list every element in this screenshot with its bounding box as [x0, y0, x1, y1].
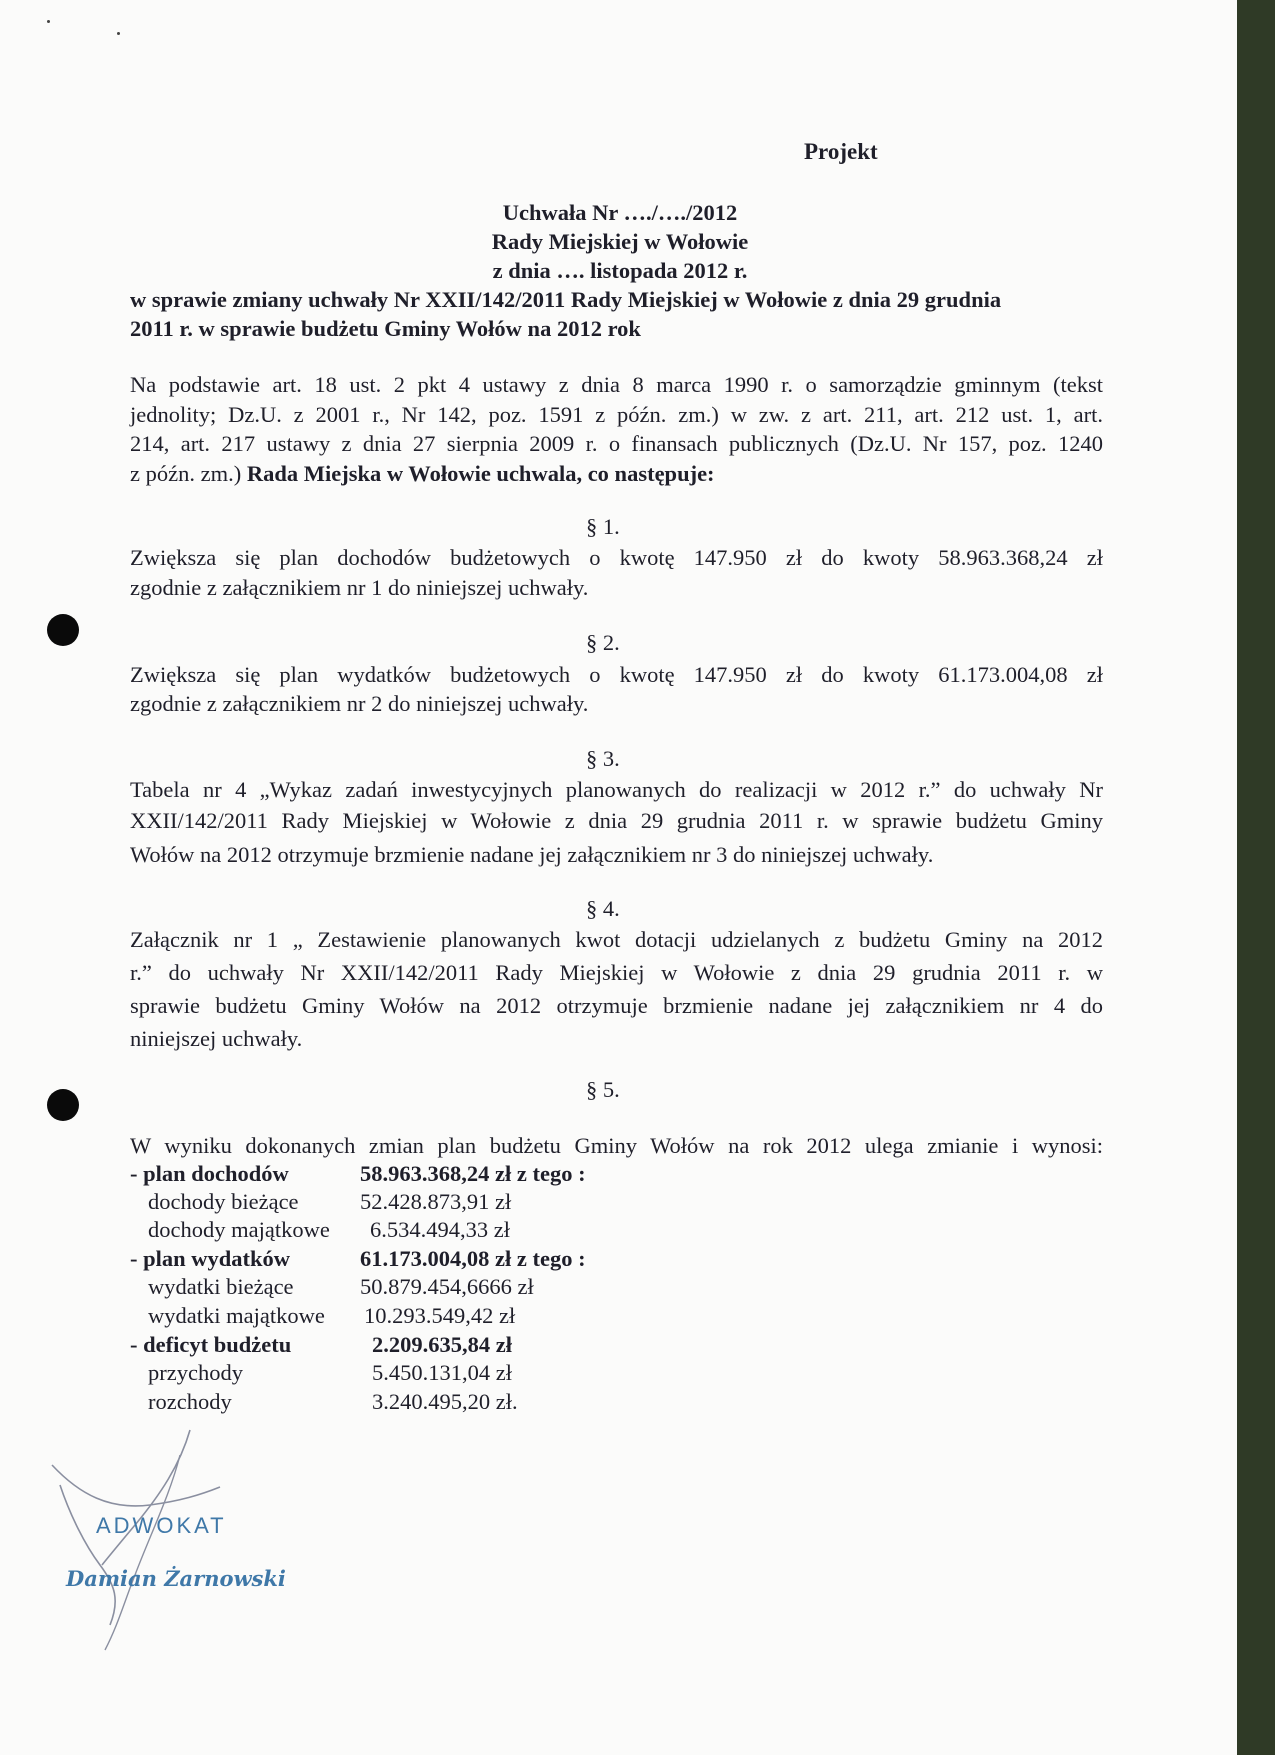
- projekt-label: Projekt: [804, 139, 878, 164]
- section-1-heading: § 1.: [586, 514, 620, 539]
- summary-label: - plan dochodów: [130, 1161, 289, 1186]
- punch-hole: [47, 614, 79, 646]
- summary-value: 61.173.004,08 zł z tego :: [360, 1246, 586, 1271]
- section-3-line-1: Tabela nr 4 „Wykaz zadań inwestycyjnych planowanych do realizacji w 2012 r.” do uchwały Nr: [130, 777, 1103, 802]
- preamble-line-4-plain: z późn. zm.): [130, 461, 247, 486]
- stamp-name: Damian Żarnowski: [66, 1566, 286, 1591]
- section-3-line-3: Wołów na 2012 otrzymuje brzmienie nadane jej załącznikiem nr 3 do niniejszej uchwały.: [130, 842, 934, 867]
- preamble-line-3: 214, art. 217 ustawy z dnia 27 sierpnia 2009 r. o finansach publicznych (Dz.U. Nr 157, poz. 1240: [130, 431, 1103, 456]
- summary-label: wydatki bieżące: [148, 1274, 294, 1299]
- section-2-line-2: zgodnie z załącznikiem nr 2 do niniejszej uchwały.: [130, 691, 589, 716]
- subject-line-2: 2011 r. w sprawie budżetu Gminy Wołów na 2012 rok: [130, 316, 641, 341]
- punch-hole: [47, 1089, 79, 1121]
- section-5-heading: § 5.: [586, 1077, 620, 1102]
- resolution-date: z dnia …. listopada 2012 r.: [492, 258, 748, 283]
- section-2-line-1: Zwiększa się plan wydatków budżetowych o kwotę 147.950 zł do kwoty 61.173.004,08 zł: [130, 662, 1103, 687]
- scan-speck: [117, 32, 120, 35]
- summary-value: 3.240.495,20 zł.: [372, 1389, 518, 1414]
- summary-row-property-expenses: [130, 1302, 515, 1330]
- preamble-line-4-bold: Rada Miejska w Wołowie uchwala, co następuje:: [246, 461, 715, 486]
- stamp-title: ADWOKAT: [96, 1513, 227, 1538]
- summary-label: dochody bieżące: [148, 1189, 299, 1214]
- preamble-line-4: [130, 459, 1103, 489]
- section-5-intro: W wyniku dokonanych zmian plan budżetu Gminy Wołów na rok 2012 ulega zmianie i wynosi:: [130, 1133, 1103, 1158]
- summary-value: 5.450.131,04 zł: [372, 1360, 512, 1385]
- section-2-heading: § 2.: [586, 630, 620, 655]
- preamble-line-1: Na podstawie art. 18 ust. 2 pkt 4 ustawy z dnia 8 marca 1990 r. o samorządzie gminnym (tekst: [130, 372, 1103, 397]
- scan-border: [1237, 0, 1275, 1755]
- handwritten-signature: [40, 1425, 280, 1655]
- section-4-line-1: Załącznik nr 1 „ Zestawienie planowanych kwot dotacji udzielanych z budżetu Gminy na 2012: [130, 927, 1103, 952]
- section-3-line-2: XXII/142/2011 Rady Miejskiej w Wołowie z dnia 29 grudnia 2011 r. w sprawie budżetu Gminy: [130, 808, 1103, 833]
- summary-value: 2.209.635,84 zł: [372, 1332, 512, 1357]
- section-1-line-2: zgodnie z załącznikiem nr 1 do niniejszej uchwały.: [130, 575, 589, 600]
- summary-value: 58.963.368,24 zł z tego :: [360, 1161, 586, 1186]
- summary-value: 52.428.873,91 zł: [360, 1189, 512, 1214]
- resolution-title: Uchwała Nr …./…./2012: [502, 200, 738, 225]
- summary-label: przychody: [148, 1360, 243, 1385]
- summary-row-current-expenses: [130, 1273, 534, 1301]
- section-1-line-1: Zwiększa się plan dochodów budżetowych o kwotę 147.950 zł do kwoty 58.963.368,24 zł: [130, 545, 1103, 570]
- summary-label: - deficyt budżetu: [130, 1332, 292, 1357]
- summary-row-expenses: [130, 1245, 586, 1273]
- summary-value: 6.534.494,33 zł: [370, 1217, 510, 1242]
- council-name: Rady Miejskiej w Wołowie: [491, 229, 749, 254]
- preamble-line-2: jednolity; Dz.U. z 2001 r., Nr 142, poz. 1591 z późn. zm.) w zw. z art. 211, art. 212 ust. 1, art.: [130, 402, 1103, 427]
- summary-label: dochody majątkowe: [148, 1217, 330, 1242]
- subject-line-1: w sprawie zmiany uchwały Nr XXII/142/2011 Rady Miejskiej w Wołowie z dnia 29 grudnia: [130, 287, 1002, 312]
- summary-row-deficit: [130, 1331, 512, 1359]
- summary-row-revenues: [130, 1359, 512, 1387]
- summary-label: rozchody: [148, 1389, 232, 1414]
- summary-label: wydatki majątkowe: [148, 1303, 325, 1328]
- section-4-heading: § 4.: [586, 896, 620, 921]
- summary-row-income: [130, 1160, 586, 1188]
- section-4-line-2: r.” do uchwały Nr XXII/142/2011 Rady Miejskiej w Wołowie z dnia 29 grudnia 2011 r. w: [130, 960, 1103, 985]
- section-4-line-3: sprawie budżetu Gminy Wołów na 2012 otrzymuje brzmienie nadane jej załącznikiem nr 4 do: [130, 993, 1103, 1018]
- summary-row-property-income: [130, 1216, 510, 1244]
- scan-speck: [47, 20, 50, 23]
- summary-row-outflows: [130, 1388, 518, 1416]
- summary-label: - plan wydatków: [130, 1246, 291, 1271]
- section-3-heading: § 3.: [586, 746, 620, 771]
- section-4-line-4: niniejszej uchwały.: [130, 1026, 303, 1051]
- summary-value: 10.293.549,42 zł: [364, 1303, 516, 1328]
- summary-value: 50.879.454,6666 zł: [360, 1274, 534, 1299]
- summary-row-current-income: [130, 1188, 511, 1216]
